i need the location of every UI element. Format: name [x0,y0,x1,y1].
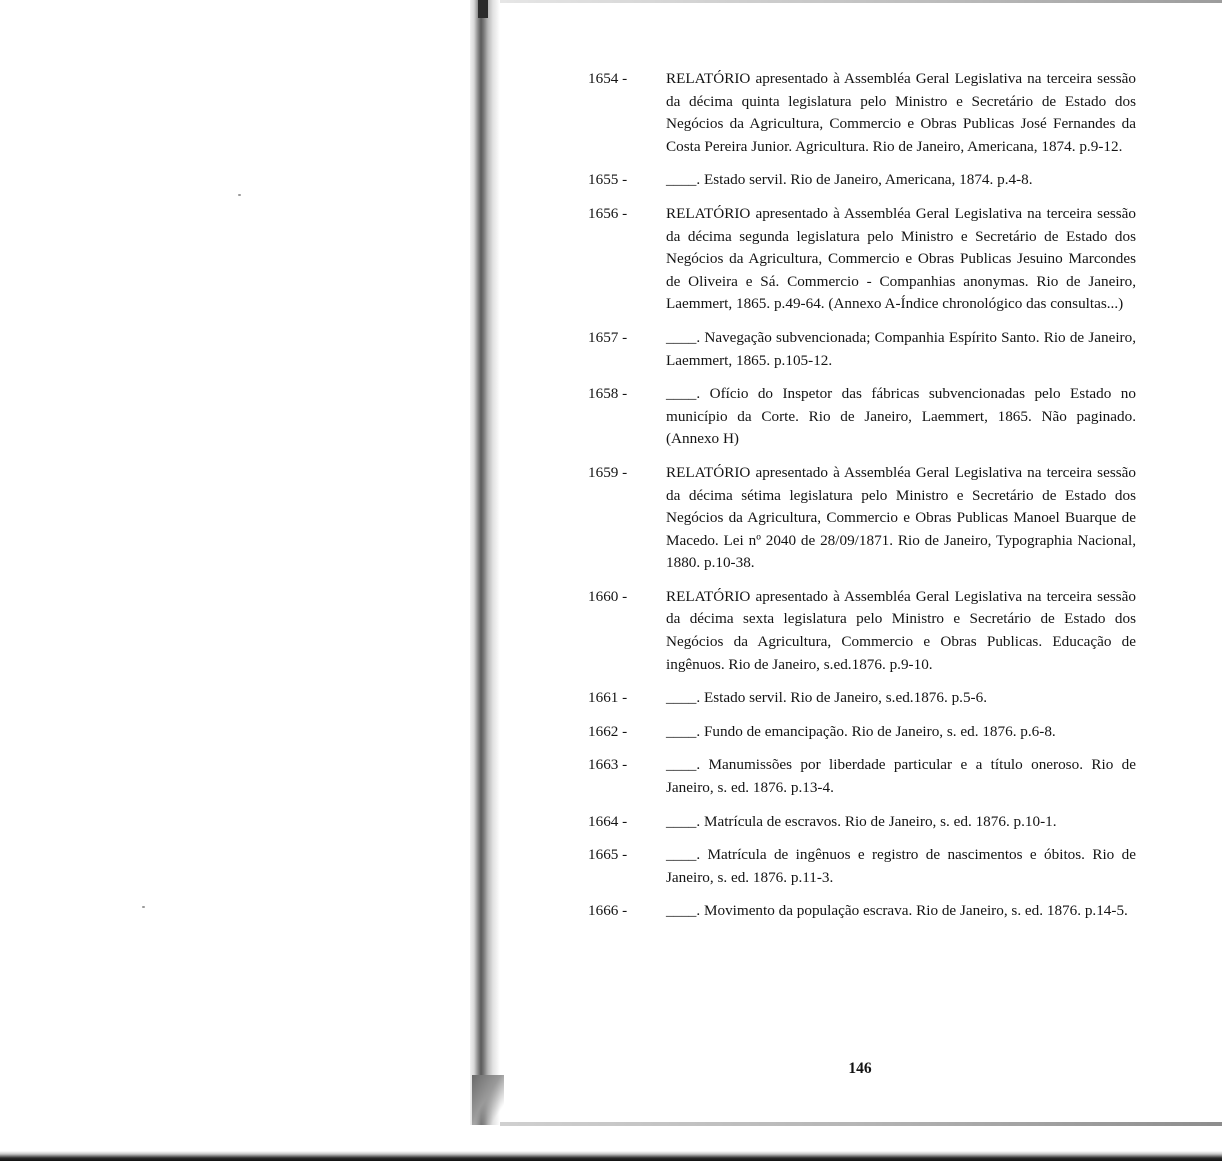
bibliography-entry [588,327,1136,372]
bibliography-entry [588,169,1136,192]
entry-number: 1655 - [588,171,628,189]
entry-text: ____. Estado servil. Rio de Janeiro, s.ed.1876. p.5-6. [666,689,987,707]
entry-number: 1659 - [588,463,628,481]
page-number: 146 [848,1060,872,1077]
bibliography-entry [588,844,1136,889]
bibliography-entry [588,586,1136,676]
entry-number: 1654 - [588,70,628,87]
scan-speck [142,906,145,908]
bibliography-entries [588,68,1136,934]
entry-number: 1657 - [588,328,628,346]
entry-number: 1661 - [588,689,628,707]
book-binding-gutter [470,0,500,1125]
entry-number: 1664 - [588,812,628,830]
entry-number: 1660 - [588,587,628,605]
entry-number: 1662 - [588,722,628,740]
bibliography-entry [588,900,1136,923]
entry-text: ____. Matrícula de escravos. Rio de Janeiro, s. ed. 1876. p.10-1. [666,812,1057,830]
scan-speck [238,194,241,196]
blank-left-page [0,0,470,1161]
entry-text: RELATÓRIO apresentado à Assembléa Geral Legislativa na terceira sessão da décima sexta legislatura pelo Ministro e Secretário de Estado dos Negócios da Agricultura, Commercio e Obras Publicas. Educação de ingênuos. Rio de Janeiro, s.ed.1876. p.9-10. [666,587,1136,673]
entry-text: RELATÓRIO apresentado à Assembléa Geral Legislativa na terceira sessão da décima sétima legislatura pelo Ministro e Secretário de Estado dos Negócios da Agricultura, Commercio e Obras Publicas Manoel Buarque de Macedo. Lei nº 2040 de 28/09/1871. Rio de Janeiro, Typographia Nacional, 1880. p.10-38. [666,463,1136,572]
binding-top-shadow [478,0,488,18]
bibliography-entry [588,68,1136,158]
entry-text: ____. Ofício do Inspetor das fábricas subvencionadas pelo Estado no município da Corte. Rio de Janeiro, Laemmert, 1865. Não paginado. (Annexo H) [666,385,1136,448]
entry-number: 1656 - [588,204,628,222]
entry-text: ____. Navegação subvencionada; Companhia Espírito Santo. Rio de Janeiro, Laemmert, 1865. p.105-12. [666,328,1136,369]
entry-number: 1666 - [588,902,628,920]
scan-bottom-border [0,1151,1222,1161]
entry-text: RELATÓRIO apresentado à Assembléa Geral Legislativa na terceira sessão da décima segunda legislatura pelo Ministro e Secretário de Estado dos Negócios da Agricultura, Commercio e Obras Publicas Jesuino Marcondes de Oliveira e Sá. Commercio - Companhias anonymas. Rio de Janeiro, Laemmert, 1865. p.49-64. (Annexo A-Índice chronológico das consultas...) [666,204,1136,313]
bibliography-entry [588,687,1136,710]
entry-text: ____. Fundo de emancipação. Rio de Janeiro, s. ed. 1876. p.6-8. [666,722,1056,740]
entry-text: RELATÓRIO apresentado à Assembléa Geral Legislativa na terceira sessão da décima quinta legislatura pelo Ministro e Secretário de Estado dos Negócios da Agricultura, Commercio e Obras Publicas José Fernandes da Costa Pereira Junior. Agricultura. Rio de Janeiro, Americana, 1874. p.9-12. [666,70,1136,155]
binding-bottom-shadow [472,1075,504,1125]
entry-text: ____. Matrícula de ingênuos e registro de nascimentos e óbitos. Rio de Janeiro, s. ed. 1876. p.11-3. [666,846,1136,886]
page-top-edge [500,0,1222,3]
page-bottom-edge [500,1122,1222,1126]
bibliography-entry [588,721,1136,744]
entry-number: 1665 - [588,846,628,864]
entry-text: ____. Manumissões por liberdade particular e a título oneroso. Rio de Janeiro, s. ed. 1876. p.13-4. [666,756,1136,797]
entry-text: ____. Movimento da população escrava. Rio de Janeiro, s. ed. 1876. p.14-5. [666,902,1128,920]
bibliography-entry [588,462,1136,575]
entry-number: 1663 - [588,756,628,774]
entry-text: ____. Estado servil. Rio de Janeiro, Americana, 1874. p.4-8. [666,171,1033,189]
bibliography-entry [588,203,1136,316]
bibliography-entry [588,754,1136,799]
bibliography-entry [588,383,1136,451]
entry-number: 1658 - [588,385,628,403]
bibliography-entry [588,811,1136,834]
